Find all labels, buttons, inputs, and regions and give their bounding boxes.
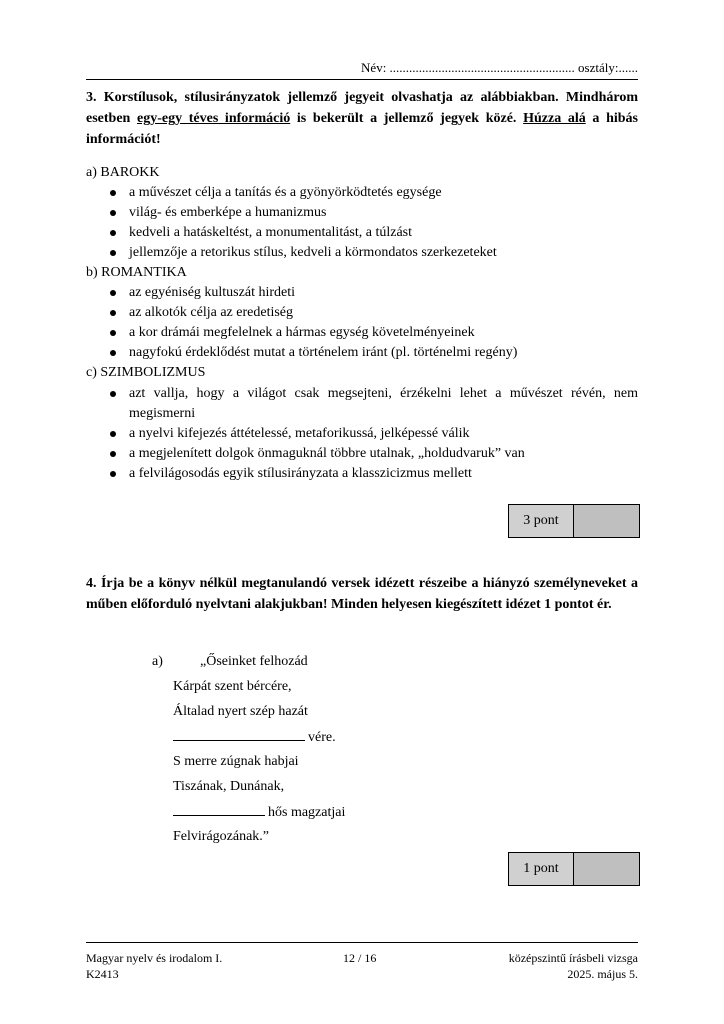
baroque-list [86,183,638,263]
list-item-text: jellemzője a retorikus stílus, kedveli a körmondatos szerkezeteket [129,245,497,260]
bullet-icon [110,451,116,457]
header-divider [86,79,638,80]
answer-blank-1[interactable] [173,727,305,741]
list-item-text: az alkotók célja az eredetiség [129,305,294,320]
poem-line: Általad nyert szép hazát [173,704,308,719]
list-item-text: nagyfokú érdeklődést mutat a történelem iránt (pl. történelmi regény) [129,345,518,360]
score-label: 1 pont [509,853,574,885]
bullet-icon [110,471,116,477]
poem-line-text: vére. [308,730,336,745]
poem-line: Tiszának, Dunának, [173,779,285,794]
answer-blank-2[interactable] [173,802,265,816]
footer-page-number: 12 / 16 [343,951,377,965]
list-item-text: azt vallja, hogy a világot csak megsejteni, érzékelni lehet a művészet révén, nem megismerni [129,386,638,421]
poem-line-with-blank [173,727,336,748]
list-item[interactable] [86,384,638,424]
poem-line: Kárpát szent bércére, [173,679,292,694]
task-3-score-box [508,504,640,538]
list-item[interactable] [86,343,638,363]
list-item[interactable] [86,223,638,243]
list-item-text: a megjelenített dolgok önmaguknál többre utalnak, „holdudvaruk” van [129,446,525,461]
list-item-text: a kor drámái megfelelnek a hármas egység követelményeinek [129,325,475,340]
list-item-text: kedveli a hatáskeltést, a monumentalitást, a túlzást [129,225,413,240]
list-item-text: világ- és emberképe a humanizmus [129,205,327,220]
list-item-text: a művészet célja a tanítás és a gyönyörködtetés egysége [129,185,442,200]
footer-exam: középszintű írásbeli vizsga [508,951,638,965]
bullet-icon [110,290,116,296]
poem-line: Felvirágozának.” [173,829,270,844]
list-item[interactable] [86,424,638,444]
name-class-field[interactable]: Név: ......................................................... osztály:...... [361,60,638,75]
section-heading-symbolism: c) SZIMBOLIZMUS [86,365,206,380]
list-item[interactable] [86,243,638,263]
footer-subject: Magyar nyelv és irodalom I. [86,951,223,965]
bullet-icon [110,330,116,336]
list-item[interactable] [86,323,638,343]
task-3-text-2: is bekerült a jellemző jegyek közé. [290,111,524,126]
bullet-icon [110,431,116,437]
task-4-instructions: 4. Írja be a könyv nélkül megtanulandó versek idézett részeibe a hiányzó személyneveket a műben előforduló nyelvtani alakjukban! Minden helyesen kiegészített idézet 1 pontot ér. [86,576,638,612]
list-item[interactable] [86,303,638,323]
romanticism-list [86,283,638,363]
list-item-text: az egyéniség kultuszát hirdeti [129,285,295,300]
poem-line-with-blank [173,802,345,823]
symbolism-list [86,384,638,484]
bullet-icon [110,391,116,397]
bullet-icon [110,210,116,216]
score-input[interactable] [574,505,639,537]
footer-date: 2025. május 5. [567,967,638,981]
list-item[interactable] [86,203,638,223]
bullet-icon [110,310,116,316]
score-label: 3 pont [509,505,574,537]
list-item[interactable] [86,183,638,203]
task-3-text-underlined-1: egy-egy téves információ [136,111,291,126]
list-item[interactable] [86,444,638,464]
poem-line: S merre zúgnak habjai [173,754,299,769]
list-item[interactable] [86,283,638,303]
footer-divider [86,942,638,943]
section-heading-romanticism: b) ROMANTIKA [86,265,187,280]
bullet-icon [110,350,116,356]
list-item-text: a nyelvi kifejezés áttételessé, metaforikussá, jelképessé válik [129,426,470,441]
task-3-text-3: a hibás információt! [86,111,638,147]
item-marker: a) [152,654,163,669]
task-3-text-1: 3. Korstílusok, stílusirányzatok jellemző jegyeit olvashatja az alábbiakban. Mindhárom esetben [86,90,638,126]
score-input[interactable] [574,853,639,885]
bullet-icon [110,230,116,236]
poem-line-text: hős magzatjai [268,805,346,820]
section-heading-baroque: a) BAROKK [86,165,160,180]
bullet-icon [110,190,116,196]
bullet-icon [110,250,116,256]
list-item-text: a felvilágosodás egyik stílusirányzata a klasszicizmus mellett [129,466,472,481]
task-4-score-box [508,852,640,886]
list-item[interactable] [86,464,638,484]
footer-code: K2413 [86,967,119,981]
task-3-instructions [86,87,638,150]
poem-line: „Őseinket felhozád [200,654,308,669]
task-3-text-underlined-2: Húzza alá [523,111,586,126]
